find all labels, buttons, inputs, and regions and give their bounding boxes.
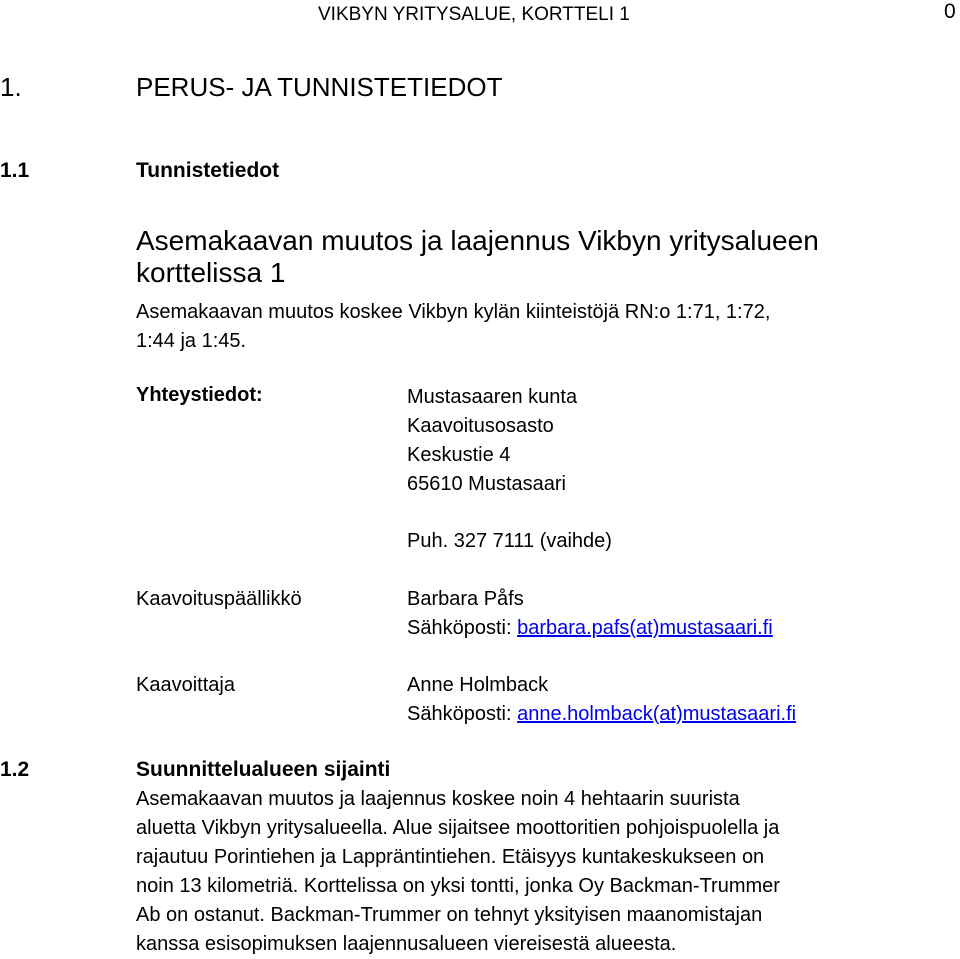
section-1-title: PERUS- JA TUNNISTETIEDOT xyxy=(136,72,503,102)
paragraph-line: noin 13 kilometriä. Korttelissa on yksi tontti, jonka Oy Backman-Trummer xyxy=(136,875,780,897)
contact-person-1 xyxy=(407,585,773,643)
email-link[interactable]: barbara.pafs(at)mustasaari.fi xyxy=(517,617,773,639)
section-1-1-heading xyxy=(0,159,900,185)
section-1-number: 1. xyxy=(0,72,22,102)
paragraph-line: Ab on ostanut. Backman-Trummer on tehnyt yksityisen maanomistajan xyxy=(136,904,763,926)
section-1-2-number: 1.2 xyxy=(0,758,30,781)
contact-name: Anne Holmback xyxy=(407,674,549,696)
email-row xyxy=(407,614,773,643)
paragraph-line: Asemakaavan muutos ja laajennus koskee noin 4 hehtaarin suurista xyxy=(136,788,740,810)
org-address xyxy=(407,383,577,499)
contacts-label: Yhteystiedot: xyxy=(136,384,263,406)
paragraph-line: kanssa esisopimuksen laajennusalueen viereisestä alueesta. xyxy=(136,933,677,955)
org-line: Keskustie 4 xyxy=(407,444,511,466)
section-1-2-heading xyxy=(0,758,900,784)
contact-person-2 xyxy=(407,671,796,729)
plan-description: Asemakaavan muutos koskee Vikbyn kylän kiinteistöjä RN:o 1:71, 1:72, 1:44 ja 1:45. xyxy=(136,301,771,352)
paragraph-line: rajautuu Porintiehen ja Lappräntintiehen. Etäisyys kuntakeskukseen on xyxy=(136,846,765,868)
contact-role: Kaavoittaja xyxy=(136,674,235,696)
org-line: Mustasaaren kunta xyxy=(407,386,578,408)
phone-number: Puh. 327 7111 (vaihde) xyxy=(407,530,612,552)
location-paragraph xyxy=(136,785,956,959)
page-number: 0 xyxy=(944,0,956,23)
email-link[interactable]: anne.holmback(at)mustasaari.fi xyxy=(517,703,797,725)
org-line: Kaavoitusosasto xyxy=(407,415,554,437)
section-1-heading xyxy=(0,72,900,104)
running-title: VIKBYN YRITYSALUE, KORTTELI 1 xyxy=(318,4,630,25)
section-1-1-title: Tunnistetiedot xyxy=(136,159,280,182)
email-label: Sähköposti: xyxy=(407,703,518,725)
email-label: Sähköposti: xyxy=(407,617,518,639)
section-1-1-number: 1.1 xyxy=(0,159,30,182)
plan-title: Asemakaavan muutos ja laajennus Vikbyn yritysalueen korttelissa 1 xyxy=(136,225,819,288)
org-line: 65610 Mustasaari xyxy=(407,473,566,495)
section-1-2-title: Suunnittelualueen sijainti xyxy=(136,758,391,781)
email-row xyxy=(407,700,796,729)
contact-role: Kaavoituspäällikkö xyxy=(136,588,302,610)
contact-name: Barbara Påfs xyxy=(407,588,524,610)
paragraph-line: aluetta Vikbyn yritysalueella. Alue sijaitsee moottoritien pohjoispuolella ja xyxy=(136,817,780,839)
